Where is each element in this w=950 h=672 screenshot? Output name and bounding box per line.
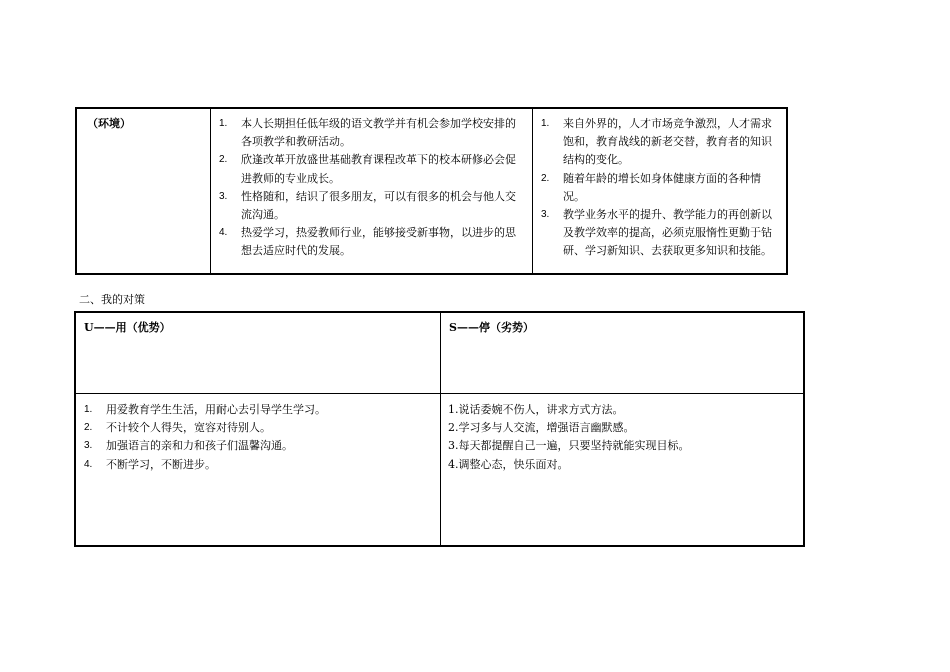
list-item: 3.每天都提醒自己一遍，只要坚持就能实现目标。 bbox=[448, 439, 690, 453]
environment-label: （环境） bbox=[87, 117, 131, 130]
list-item: 1. 用爱教育学生生活，用耐心去引导学生学习。 bbox=[84, 403, 326, 416]
strengths-list bbox=[84, 401, 440, 474]
list-item: 1. 来自外界的，人才市场竞争激烈，人才需求饱和，教育战线的新老交替，教育者的知识结构的变化。 bbox=[541, 117, 772, 167]
environment-table bbox=[75, 107, 788, 275]
environment-label-cell bbox=[77, 109, 211, 273]
list-item: 1.说话委婉不伤人，讲求方式方法。 bbox=[448, 403, 624, 416]
threats-list bbox=[541, 115, 780, 261]
list-item: 4.调整心态，快乐面对。 bbox=[448, 457, 569, 471]
weaknesses-cell bbox=[441, 394, 803, 545]
list-item: 3. 教学业务水平的提升、教学能力的再创新以及教学效率的提高，必须克服惰性更勤于钻研、学习新知识、去获取更多知识和技能。 bbox=[541, 208, 772, 258]
list-item: 2.学习多与人交流，增强语言幽默感。 bbox=[448, 421, 635, 435]
opportunities-list bbox=[219, 115, 526, 261]
strengths-header: U——用（优势） bbox=[84, 321, 171, 334]
weaknesses-header: S——停（劣势） bbox=[449, 321, 534, 334]
section-title: 二、我的对策 bbox=[79, 293, 145, 306]
list-item: 3. 性格随和，结识了很多朋友，可以有很多的机会与他人交流沟通。 bbox=[219, 189, 516, 222]
strategy-header-row bbox=[76, 313, 803, 394]
list-item: 4. 热爱学习，热爱教师行业，能够接受新事物，以进步的思想去适应时代的发展。 bbox=[219, 226, 516, 258]
weaknesses-header-cell bbox=[441, 313, 803, 393]
strengths-header-cell bbox=[76, 313, 441, 393]
strengths-cell bbox=[76, 394, 441, 545]
threats-cell bbox=[533, 109, 786, 273]
strategy-body-row bbox=[76, 394, 803, 545]
opportunities-cell bbox=[211, 109, 533, 273]
strategy-table bbox=[74, 311, 805, 547]
list-item: 2. 欣逢改革开放盛世基础教育课程改革下的校本研修必会促进教师的专业成长。 bbox=[219, 153, 516, 185]
list-item: 1. 本人长期担任低年级的语文教学并有机会参加学校安排的各项教学和教研活动。 bbox=[219, 117, 516, 149]
list-item: 2. 随着年龄的增长如身体健康方面的各种情况。 bbox=[541, 171, 761, 203]
list-item: 4. 不断学习，不断进步。 bbox=[84, 457, 216, 471]
list-item: 2. 不计较个人得失，宽容对待别人。 bbox=[84, 421, 271, 435]
list-item: 3. 加强语言的亲和力和孩子们温馨沟通。 bbox=[84, 439, 293, 453]
